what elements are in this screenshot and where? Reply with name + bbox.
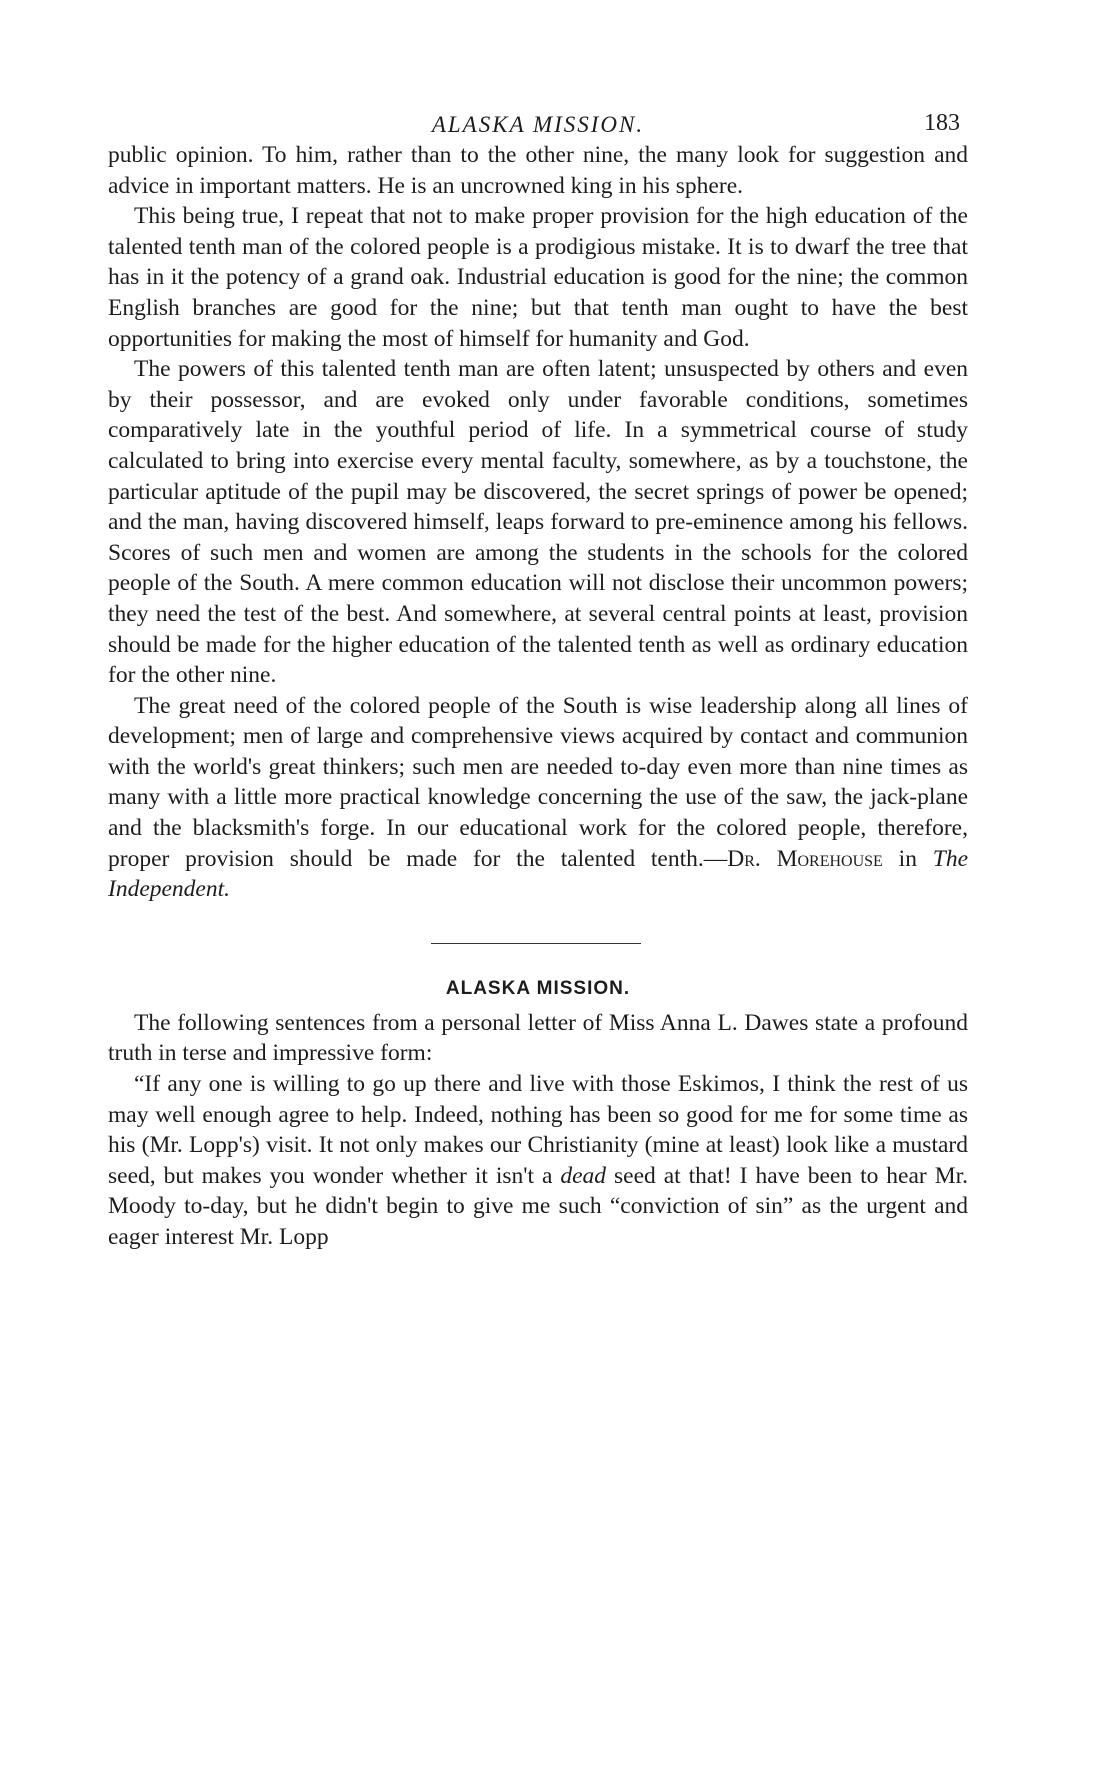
- paragraph-text: The great need of the colored people of the South is wise leadership along all lines of development; men of large and comprehensive views acquired by contact and communion with the world's great thinkers; such men are needed to-day even more than nine times as many with a little more practical knowledge concerning the use of the saw, the jack-plane and the blacksmith's forge. In our educational work for the colored people, therefore, proper provision should be made for the talented tenth.: [108, 692, 968, 872]
- running-title: ALASKA MISSION.: [431, 112, 645, 137]
- quote-emphasis: dead: [560, 1162, 607, 1189]
- attribution-source: The Independent.: [108, 845, 969, 903]
- paragraph: The following sentences from a personal letter of Miss Anna L. Dawes state a profound truth in terse and impressive form:: [108, 1009, 968, 1067]
- quote-text: “If any one is willing to go up there and live with those Eskimos, I think the rest of us may well enough agree to help. Indeed, nothing has been so good for me for some time as his (Mr. Lopp's) visit. It not only makes our Christianity (mine at least) look like a mustard seed, but makes you wonder whether it isn't a: [108, 1071, 968, 1189]
- article-talented-tenth: [108, 140, 968, 905]
- section-heading: ALASKA MISSION.: [445, 977, 631, 999]
- letter-quote: [108, 1069, 968, 1253]
- book-page: [108, 100, 968, 1253]
- quote-text-continued: seed at that! I have been to hear Mr. Moody to-day, but he didn't begin to give me such “conviction of sin” as the urgent and eager interest Mr. Lopp: [108, 1162, 968, 1250]
- attribution-dash: —: [703, 845, 728, 872]
- paragraph: This being true, I repeat that not to make proper provision for the high education of the talented tenth man of the colored people is a prodigious mistake. It is to dwarf the tree that has in it the potency of a grand oak. Industrial education is good for the nine; the common English branches are good for the nine; but that tenth man ought to have the best opportunities for making the most of himself for humanity and God.: [108, 203, 968, 352]
- page-number: 183: [924, 110, 960, 136]
- running-head: [108, 100, 968, 140]
- paragraph: public opinion. To him, rather than to the other nine, the many look for suggestion and advice in important matters. He is an uncrowned king in his sphere.: [108, 142, 968, 199]
- article-alaska-mission: [108, 1008, 968, 1253]
- paragraph-with-attribution: [108, 691, 968, 905]
- section-divider: [431, 943, 641, 944]
- attribution-author: Dr. Morehouse: [727, 845, 883, 872]
- attribution-in: in: [882, 845, 933, 872]
- paragraph: The powers of this talented tenth man are often latent; unsuspected by others and even by their possessor, and are evoked only under favorable conditions, sometimes comparatively late in the youthful period of life. In a symmetrical course of study calculated to bring into exercise every mental faculty, somewhere, as by a touchstone, the particular aptitude of the pupil may be discovered, the secret springs of power be opened; and the man, having discovered himself, leaps forward to pre-eminence among his fellows. Scores of such men and women are among the students in the schools for the colored people of the South. A mere common education will not disclose their uncommon powers; they need the test of the best. And somewhere, at several central points at least, provision should be made for the higher education of the talented tenth as well as ordinary education for the other nine.: [108, 356, 968, 689]
